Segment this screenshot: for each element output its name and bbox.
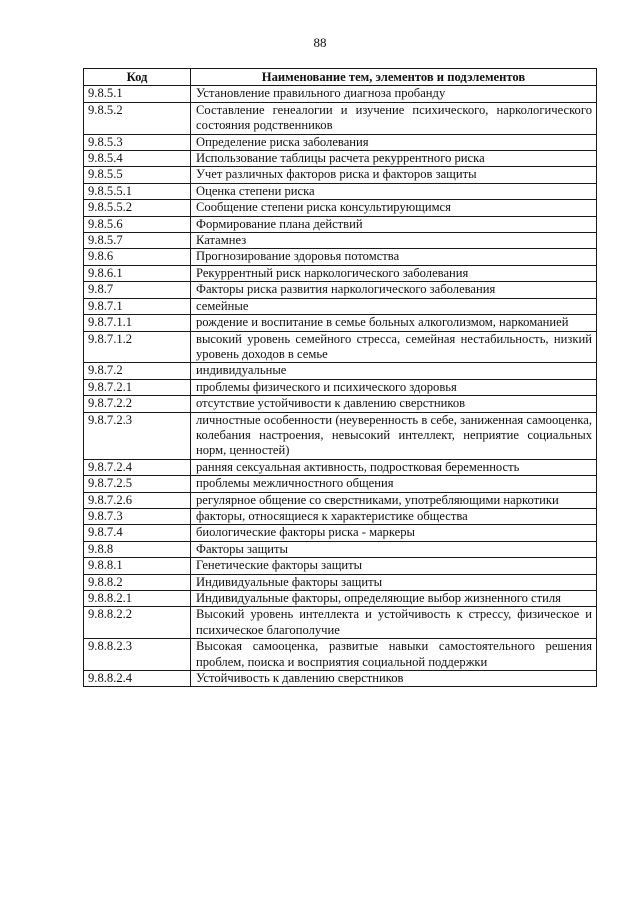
table-row	[84, 379, 597, 395]
row-code: 9.8.5.6	[84, 216, 191, 232]
row-name: отсутствие устойчивости к давлению сверстников	[191, 396, 597, 412]
row-name: регулярное общение со сверстниками, употребляющими наркотики	[191, 492, 597, 508]
table-row	[84, 86, 597, 102]
header-code: Код	[84, 69, 191, 86]
table-row	[84, 396, 597, 412]
row-code: 9.8.7.3	[84, 508, 191, 524]
row-code: 9.8.7.2.2	[84, 396, 191, 412]
row-name: ранняя сексуальная активность, подростковая беременность	[191, 459, 597, 475]
table-row	[84, 525, 597, 541]
row-name: Рекуррентный риск наркологического заболевания	[191, 265, 597, 281]
row-name: Определение риска заболевания	[191, 134, 597, 150]
table-row	[84, 167, 597, 183]
row-name: Факторы защиты	[191, 541, 597, 557]
row-name: биологические факторы риска - маркеры	[191, 525, 597, 541]
row-code: 9.8.8.2.3	[84, 639, 191, 671]
row-name: Устойчивость к давлению сверстников	[191, 671, 597, 687]
row-name: Катамнез	[191, 233, 597, 249]
table-row	[84, 492, 597, 508]
row-name: Индивидуальные факторы, определяющие выбор жизненного стиля	[191, 591, 597, 607]
row-name: Высокая самооценка, развитые навыки самостоятельного решения проблем, поиска и восприятия социальной поддержки	[191, 639, 597, 671]
row-name: Использование таблицы расчета рекуррентного риска	[191, 151, 597, 167]
row-code: 9.8.7.2.6	[84, 492, 191, 508]
table-row	[84, 183, 597, 199]
table-row	[84, 282, 597, 298]
table-row	[84, 574, 597, 590]
row-code: 9.8.5.1	[84, 86, 191, 102]
row-name: личностные особенности (неуверенность в себе, заниженная самооценка, колебания настроения, невысокий интеллект, неприятие социальных норм, ценностей)	[191, 412, 597, 459]
row-name: Факторы риска развития наркологического заболевания	[191, 282, 597, 298]
table-row	[84, 200, 597, 216]
row-name: Учет различных факторов риска и факторов защиты	[191, 167, 597, 183]
row-code: 9.8.8	[84, 541, 191, 557]
table-row	[84, 558, 597, 574]
row-name: рождение и воспитание в семье больных алкоголизмом, наркоманией	[191, 315, 597, 331]
table-row	[84, 249, 597, 265]
row-code: 9.8.8.1	[84, 558, 191, 574]
row-name: Формирование плана действий	[191, 216, 597, 232]
table-row	[84, 508, 597, 524]
row-code: 9.8.6.1	[84, 265, 191, 281]
row-code: 9.8.7	[84, 282, 191, 298]
header-name: Наименование тем, элементов и подэлементов	[191, 69, 597, 86]
table-row	[84, 412, 597, 459]
table-row	[84, 233, 597, 249]
table-row	[84, 541, 597, 557]
row-code: 9.8.5.3	[84, 134, 191, 150]
row-code: 9.8.5.5.1	[84, 183, 191, 199]
row-name: Высокий уровень интеллекта и устойчивость к стрессу, физическое и психическое благополучие	[191, 607, 597, 639]
row-name: высокий уровень семейного стресса, семейная нестабильность, низкий уровень доходов в семье	[191, 331, 597, 363]
table-body	[84, 86, 597, 687]
row-code: 9.8.8.2.1	[84, 591, 191, 607]
table-row	[84, 639, 597, 671]
row-name: Установление правильного диагноза пробанду	[191, 86, 597, 102]
table-row	[84, 459, 597, 475]
row-name: факторы, относящиеся к характеристике общества	[191, 508, 597, 524]
row-code: 9.8.8.2.4	[84, 671, 191, 687]
row-name: Прогнозирование здоровья потомства	[191, 249, 597, 265]
table-row	[84, 265, 597, 281]
table-row	[84, 363, 597, 379]
table-row	[84, 591, 597, 607]
row-code: 9.8.7.2.4	[84, 459, 191, 475]
row-code: 9.8.7.2	[84, 363, 191, 379]
table-row	[84, 216, 597, 232]
table-row	[84, 476, 597, 492]
row-code: 9.8.8.2	[84, 574, 191, 590]
table-row	[84, 151, 597, 167]
table-row	[84, 331, 597, 363]
row-code: 9.8.7.1.2	[84, 331, 191, 363]
table-row	[84, 102, 597, 134]
table-header-row	[84, 69, 597, 86]
table-row	[84, 315, 597, 331]
row-code: 9.8.5.5.2	[84, 200, 191, 216]
row-code: 9.8.7.2.3	[84, 412, 191, 459]
page-number: 88	[313, 35, 327, 50]
row-code: 9.8.8.2.2	[84, 607, 191, 639]
table-row	[84, 134, 597, 150]
table-row	[84, 607, 597, 639]
row-code: 9.8.5.5	[84, 167, 191, 183]
table-row	[84, 671, 597, 687]
row-name: индивидуальные	[191, 363, 597, 379]
row-code: 9.8.5.7	[84, 233, 191, 249]
row-code: 9.8.6	[84, 249, 191, 265]
row-code: 9.8.7.2.5	[84, 476, 191, 492]
row-name: Индивидуальные факторы защиты	[191, 574, 597, 590]
row-name: Сообщение степени риска консультирующимся	[191, 200, 597, 216]
row-code: 9.8.7.4	[84, 525, 191, 541]
row-code: 9.8.7.2.1	[84, 379, 191, 395]
topics-table	[83, 68, 597, 687]
row-code: 9.8.5.2	[84, 102, 191, 134]
row-code: 9.8.5.4	[84, 151, 191, 167]
row-name: Генетические факторы защиты	[191, 558, 597, 574]
row-code: 9.8.7.1	[84, 298, 191, 314]
row-name: семейные	[191, 298, 597, 314]
row-name: проблемы физического и психического здоровья	[191, 379, 597, 395]
row-name: Составление генеалогии и изучение психического, наркологического состояния родственников	[191, 102, 597, 134]
table-row	[84, 298, 597, 314]
row-name: Оценка степени риска	[191, 183, 597, 199]
row-code: 9.8.7.1.1	[84, 315, 191, 331]
row-name: проблемы межличностного общения	[191, 476, 597, 492]
